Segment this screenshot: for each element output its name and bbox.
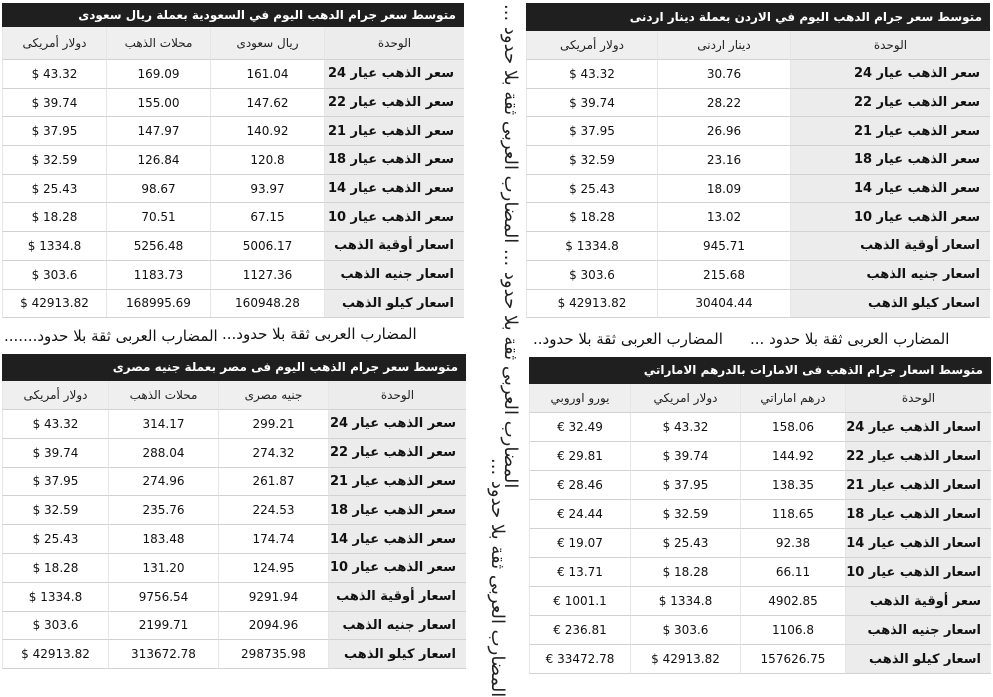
table-row <box>2 410 466 439</box>
price-cell: 92.38 <box>740 529 845 558</box>
unit-label-cell: اسعار جنيه الذهب <box>328 612 466 641</box>
egypt-price-table <box>2 381 466 669</box>
price-cell: 138.35 <box>740 471 845 500</box>
price-cell: $ 1334.8 <box>526 232 657 261</box>
price-cell: 124.95 <box>218 554 328 583</box>
price-cell: $ 43.32 <box>526 60 657 89</box>
price-cell: 5256.48 <box>106 232 210 261</box>
table-row <box>526 175 990 204</box>
unit-label-cell: سعر الذهب عيار 21 <box>790 117 990 146</box>
table-row <box>526 290 990 319</box>
vertical-slogan: المضارب العربى ثقة بلا حدود ... المضارب العربى ثقة بلا حدود ... <box>500 4 521 489</box>
col-header: الوحدة <box>790 31 990 60</box>
unit-label-cell: اسعار جنيه الذهب <box>845 616 991 645</box>
price-cell: $ 18.28 <box>630 558 740 587</box>
col-header: الوحدة <box>328 381 466 410</box>
unit-label-cell: سعر أوقية الذهب <box>845 587 991 616</box>
price-cell: 215.68 <box>657 261 790 290</box>
unit-label-cell: اسعار الذهب عيار 14 <box>845 529 991 558</box>
col-header: جنيه مصرى <box>218 381 328 410</box>
price-cell: 224.53 <box>218 496 328 525</box>
price-cell: € 32.49 <box>529 413 630 442</box>
unit-label-cell: سعر الذهب عيار 24 <box>328 410 466 439</box>
price-cell: $ 43.32 <box>630 413 740 442</box>
price-cell: 147.62 <box>210 89 324 118</box>
price-cell: $ 39.74 <box>2 89 106 118</box>
unit-label-cell: سعر الذهب عيار 22 <box>328 439 466 468</box>
table-row <box>526 261 990 290</box>
price-cell: 131.20 <box>108 554 218 583</box>
unit-label-cell: اسعار كيلو الذهب <box>328 640 466 669</box>
price-cell: 2199.71 <box>108 612 218 641</box>
unit-label-cell: سعر الذهب عيار 18 <box>328 496 466 525</box>
table-row <box>2 89 464 118</box>
col-header: محلات الذهب <box>106 27 210 60</box>
table-row <box>526 60 990 89</box>
price-cell: $ 39.74 <box>630 442 740 471</box>
price-cell: 28.22 <box>657 89 790 118</box>
table-row <box>2 583 466 612</box>
col-header: ريال سعودى <box>210 27 324 60</box>
unit-label-cell: اسعار الذهب عيار 22 <box>845 442 991 471</box>
price-cell: 147.97 <box>106 117 210 146</box>
col-header: يورو اوروبي <box>529 384 630 413</box>
price-cell: 169.09 <box>106 60 210 89</box>
price-cell: $ 37.95 <box>2 468 108 497</box>
slogan-caption: المضارب العربى ثقة بلا حدود... <box>222 325 417 343</box>
table-row <box>529 471 991 500</box>
unit-label-cell: اسعار الذهب عيار 21 <box>845 471 991 500</box>
table-row <box>526 117 990 146</box>
table-row <box>2 232 464 261</box>
price-cell: $ 303.6 <box>526 261 657 290</box>
table-row <box>529 529 991 558</box>
price-cell: 288.04 <box>108 439 218 468</box>
price-cell: € 28.46 <box>529 471 630 500</box>
uae-panel-title: متوسط اسعار جرام الذهب فى الامارات بالدرهم الاماراتي <box>529 357 991 384</box>
table-row <box>2 468 466 497</box>
unit-label-cell: اسعار الذهب عيار 10 <box>845 558 991 587</box>
price-cell: $ 43.32 <box>2 60 106 89</box>
table-row <box>526 203 990 232</box>
price-cell: $ 39.74 <box>526 89 657 118</box>
unit-label-cell: سعر الذهب عيار 21 <box>328 468 466 497</box>
price-cell: € 24.44 <box>529 500 630 529</box>
price-cell: $ 1334.8 <box>630 587 740 616</box>
price-cell: 183.48 <box>108 525 218 554</box>
price-cell: $ 32.59 <box>2 146 106 175</box>
price-cell: 174.74 <box>218 525 328 554</box>
price-cell: 155.00 <box>106 89 210 118</box>
unit-label-cell: اسعار أوقية الذهب <box>324 232 464 261</box>
price-cell: 298735.98 <box>218 640 328 669</box>
table-row <box>2 290 464 319</box>
col-header: الوحدة <box>324 27 464 60</box>
price-cell: 299.21 <box>218 410 328 439</box>
slogan-caption: المضارب العربى ثقة بلا حدود.. <box>533 330 723 348</box>
price-cell: $ 37.95 <box>2 117 106 146</box>
unit-label-cell: سعر الذهب عيار 22 <box>790 89 990 118</box>
price-cell: 274.96 <box>108 468 218 497</box>
price-cell: 945.71 <box>657 232 790 261</box>
price-cell: 2094.96 <box>218 612 328 641</box>
price-cell: 30.76 <box>657 60 790 89</box>
price-cell: 1127.36 <box>210 261 324 290</box>
col-header: دولار أمريكى <box>2 27 106 60</box>
col-header: دينار اردنى <box>657 31 790 60</box>
table-row <box>526 146 990 175</box>
unit-label-cell: سعر الذهب عيار 22 <box>324 89 464 118</box>
slogan-caption: المضارب العربى ثقة بلا حدود ... <box>750 330 950 348</box>
price-cell: 66.11 <box>740 558 845 587</box>
price-cell: $ 303.6 <box>2 261 106 290</box>
table-row <box>529 558 991 587</box>
price-cell: 160948.28 <box>210 290 324 319</box>
table-row <box>529 587 991 616</box>
price-cell: $ 32.59 <box>630 500 740 529</box>
price-cell: 4902.85 <box>740 587 845 616</box>
price-cell: 1183.73 <box>106 261 210 290</box>
price-cell: 158.06 <box>740 413 845 442</box>
price-cell: 157626.75 <box>740 645 845 674</box>
price-cell: $ 18.28 <box>2 554 108 583</box>
table-row <box>2 612 466 641</box>
slogan-caption: المضارب العربى ثقة بلا حدود....... <box>4 327 218 345</box>
price-cell: € 29.81 <box>529 442 630 471</box>
price-cell: 13.02 <box>657 203 790 232</box>
unit-label-cell: اسعار جنيه الذهب <box>790 261 990 290</box>
table-row <box>2 496 466 525</box>
jordan-panel-title: متوسط سعر جرام الدهب اليوم في الاردن بعملة دينار اردنى <box>526 3 990 31</box>
price-cell: $ 25.43 <box>2 175 106 204</box>
price-cell: 118.65 <box>740 500 845 529</box>
price-cell: 1106.8 <box>740 616 845 645</box>
saudi-gold-panel <box>2 3 464 318</box>
col-header: دولار أمريكى <box>2 381 108 410</box>
unit-label-cell: سعر الذهب عيار 24 <box>324 60 464 89</box>
price-cell: $ 18.28 <box>526 203 657 232</box>
price-cell: 9756.54 <box>108 583 218 612</box>
price-cell: $ 37.95 <box>630 471 740 500</box>
price-cell: 126.84 <box>106 146 210 175</box>
unit-label-cell: سعر الذهب عيار 14 <box>790 175 990 204</box>
unit-label-cell: اسعار كيلو الذهب <box>324 290 464 319</box>
saudi-price-table <box>2 27 464 318</box>
col-header: محلات الذهب <box>108 381 218 410</box>
price-cell: $ 25.43 <box>2 525 108 554</box>
table-row <box>2 261 464 290</box>
price-cell: $ 25.43 <box>526 175 657 204</box>
col-header: الوحدة <box>845 384 991 413</box>
col-header: درهم اماراتي <box>740 384 845 413</box>
table-row <box>529 442 991 471</box>
table-row <box>2 175 464 204</box>
egypt-gold-panel <box>2 354 466 669</box>
egypt-panel-title: متوسط سعر جرام الذهب اليوم فى مصر بعملة جنيه مصرى <box>2 354 466 381</box>
unit-label-cell: سعر الذهب عيار 10 <box>324 203 464 232</box>
uae-price-table <box>529 384 991 674</box>
table-row <box>2 439 466 468</box>
jordan-gold-panel <box>526 3 990 318</box>
price-cell: 98.67 <box>106 175 210 204</box>
unit-label-cell: اسعار أوقية الذهب <box>790 232 990 261</box>
vertical-slogan: المضارب العربى ثقة بلا حدود ... <box>487 458 508 697</box>
table-row <box>529 616 991 645</box>
price-cell: 30404.44 <box>657 290 790 319</box>
unit-label-cell: سعر الذهب عيار 24 <box>790 60 990 89</box>
price-cell: € 1001.1 <box>529 587 630 616</box>
price-cell: $ 42913.82 <box>2 290 106 319</box>
unit-label-cell: اسعار كيلو الذهب <box>845 645 991 674</box>
table-row <box>2 525 466 554</box>
col-header: دولار أمريكى <box>526 31 657 60</box>
saudi-panel-title: متوسط سعر جرام الدهب اليوم في السعودية بعملة ريال سعودى <box>2 3 464 27</box>
table-row <box>2 117 464 146</box>
table-row <box>2 554 466 583</box>
unit-label-cell: سعر الذهب عيار 18 <box>324 146 464 175</box>
unit-label-cell: سعر الذهب عيار 10 <box>790 203 990 232</box>
price-cell: $ 42913.82 <box>630 645 740 674</box>
price-cell: € 236.81 <box>529 616 630 645</box>
price-cell: $ 43.32 <box>2 410 108 439</box>
price-cell: 161.04 <box>210 60 324 89</box>
price-cell: 120.8 <box>210 146 324 175</box>
table-row <box>526 232 990 261</box>
table-row <box>526 89 990 118</box>
price-cell: 67.15 <box>210 203 324 232</box>
unit-label-cell: سعر الذهب عيار 14 <box>324 175 464 204</box>
unit-label-cell: اسعار الذهب عيار 24 <box>845 413 991 442</box>
table-row <box>2 146 464 175</box>
uae-gold-panel <box>529 357 991 674</box>
price-cell: $ 42913.82 <box>526 290 657 319</box>
table-row <box>529 413 991 442</box>
price-cell: 70.51 <box>106 203 210 232</box>
unit-label-cell: سعر الذهب عيار 10 <box>328 554 466 583</box>
unit-label-cell: اسعار جنيه الذهب <box>324 261 464 290</box>
price-cell: 168995.69 <box>106 290 210 319</box>
price-cell: 93.97 <box>210 175 324 204</box>
table-row <box>2 203 464 232</box>
table-row <box>2 60 464 89</box>
unit-label-cell: اسعار الذهب عيار 18 <box>845 500 991 529</box>
price-cell: 26.96 <box>657 117 790 146</box>
unit-label-cell: اسعار كيلو الذهب <box>790 290 990 319</box>
table-row <box>529 500 991 529</box>
table-row <box>2 640 466 669</box>
price-cell: 314.17 <box>108 410 218 439</box>
unit-label-cell: سعر الذهب عيار 21 <box>324 117 464 146</box>
price-cell: $ 25.43 <box>630 529 740 558</box>
unit-label-cell: اسعار أوقية الذهب <box>328 583 466 612</box>
price-cell: $ 1334.8 <box>2 232 106 261</box>
price-cell: 9291.94 <box>218 583 328 612</box>
price-cell: $ 32.59 <box>2 496 108 525</box>
unit-label-cell: سعر الذهب عيار 14 <box>328 525 466 554</box>
price-cell: 18.09 <box>657 175 790 204</box>
price-cell: $ 32.59 <box>526 146 657 175</box>
price-cell: € 33472.78 <box>529 645 630 674</box>
price-cell: $ 18.28 <box>2 203 106 232</box>
jordan-price-table <box>526 31 990 318</box>
price-cell: 313672.78 <box>108 640 218 669</box>
price-cell: 261.87 <box>218 468 328 497</box>
price-cell: 5006.17 <box>210 232 324 261</box>
price-cell: $ 37.95 <box>526 117 657 146</box>
price-cell: € 13.71 <box>529 558 630 587</box>
price-cell: $ 1334.8 <box>2 583 108 612</box>
unit-label-cell: سعر الذهب عيار 18 <box>790 146 990 175</box>
price-cell: 235.76 <box>108 496 218 525</box>
col-header: دولار امريكي <box>630 384 740 413</box>
price-cell: $ 303.6 <box>630 616 740 645</box>
price-cell: $ 39.74 <box>2 439 108 468</box>
price-cell: 274.32 <box>218 439 328 468</box>
price-cell: 144.92 <box>740 442 845 471</box>
price-cell: $ 42913.82 <box>2 640 108 669</box>
price-cell: € 19.07 <box>529 529 630 558</box>
price-cell: 23.16 <box>657 146 790 175</box>
price-cell: $ 303.6 <box>2 612 108 641</box>
price-cell: 140.92 <box>210 117 324 146</box>
